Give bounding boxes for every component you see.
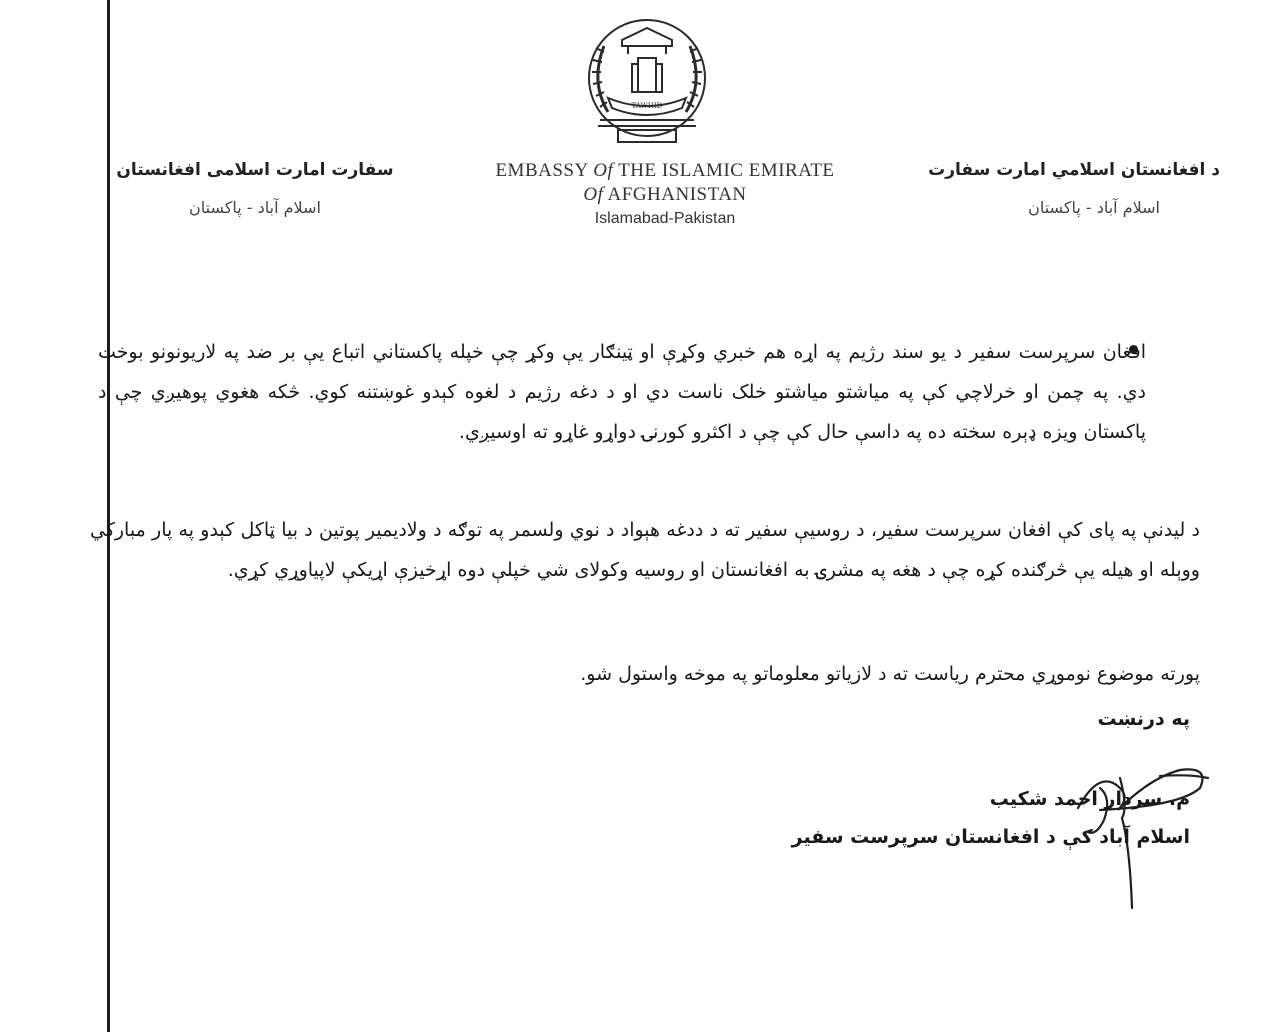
bullet-paragraph: افغان سرپرست سفیر د یو سند رژیم په اړه هم خبري وکړې او ټینګار یې وکړ چې خپله پاکستاني اتباع یې بر ضد په لاریونونو بوخت دي. په چمن او خرلاچي کې په میاشتو میاشتو خلک ناست دي او د دغه رژیم د لغوه کېدو غوښتنه کوي. څکه هغوي پوهیږي چې د پاکستان ویزه ډېره سخته ده په داسې حال کې چې د اکثرو کورنۍ دواړو غاړو ته اوسیږي. [98, 341, 1146, 443]
taliban-emblem-icon [578, 12, 716, 152]
english-location: Islamabad-Pakistan [594, 210, 736, 227]
dari-header [110, 160, 400, 217]
dari-location: اسلام آباد - پاکستان [189, 198, 321, 217]
paragraph-2: د لیدنې په پای کې افغان سرپرست سفیر، د روسیې سفیر ته د ددغه هېواد د نوي ولسمر په توګه د ولادیمیر پوتین د بیا ټاکل کېدو په پار مبارکي ووېله او هیله یې څرګنده کړه چې د هغه په مشرۍ به افغانستان او روسیه وکولای شي خپلې دوه اړخیزې اړیکې لاپیاوړي کړي. [90, 519, 1200, 581]
english-embassy-line2: Of AFGHANISTAN [583, 184, 747, 205]
signatory-name: م. سردار احمد شکیب [989, 788, 1190, 810]
pashto-location: اسلام آباد - پاکستان [1028, 198, 1160, 217]
closing-regards: په درنښت [1097, 708, 1190, 730]
pashto-header [900, 160, 1220, 217]
english-embassy-line1: EMBASSY Of THE ISLAMIC EMIRATE [495, 160, 835, 181]
pashto-embassy-title: د افغانستان اسلامي امارت سفارت [928, 160, 1220, 180]
dari-embassy-title: سفارت امارت اسلامی افغانستان [116, 160, 394, 180]
paragraph-3: پورته موضوع نوموړي محترم ریاست ته د لازیاتو معلوماتو په موخه واستول شو. [580, 663, 1200, 685]
emblem-banner-text: TAWHID [631, 102, 663, 110]
signatory-title: اسلام آباد کې د افغانستان سرپرست سفیر [791, 826, 1190, 848]
english-header [470, 160, 860, 228]
